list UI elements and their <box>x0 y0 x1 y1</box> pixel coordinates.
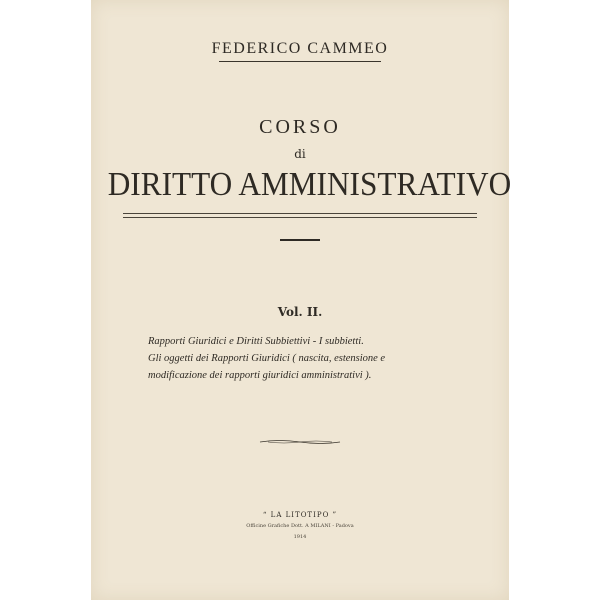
subtitle-block <box>148 333 458 384</box>
ornamental-rule <box>258 437 342 447</box>
di-word: di <box>294 147 306 161</box>
subtitle-line: Gli oggetti dei Rapporti Giuridici ( nascita, estensione e <box>148 353 386 364</box>
printer-line: Officine Grafiche Dott. A MILANI - Padova <box>246 523 354 529</box>
short-divider <box>280 239 320 241</box>
subtitle-line: Rapporti Giuridici e Diritti Subbiettivi - I subbietti. <box>148 336 364 347</box>
publisher-name: “ LA LITOTIPO ” <box>262 511 338 519</box>
corso-heading: CORSO <box>259 116 341 138</box>
subtitle-line: modificazione dei rapporti giuridici amministrativi ). <box>148 370 372 381</box>
title-page <box>91 0 512 600</box>
title-double-rule <box>123 213 477 218</box>
author-name: FEDERICO CAMMEO <box>211 40 389 57</box>
volume-label: Vol. II. <box>277 305 323 319</box>
book-title: DIRITTO AMMINISTRATIVO <box>107 166 512 203</box>
publication-year: 1914 <box>293 534 307 540</box>
author-underline <box>219 61 381 62</box>
